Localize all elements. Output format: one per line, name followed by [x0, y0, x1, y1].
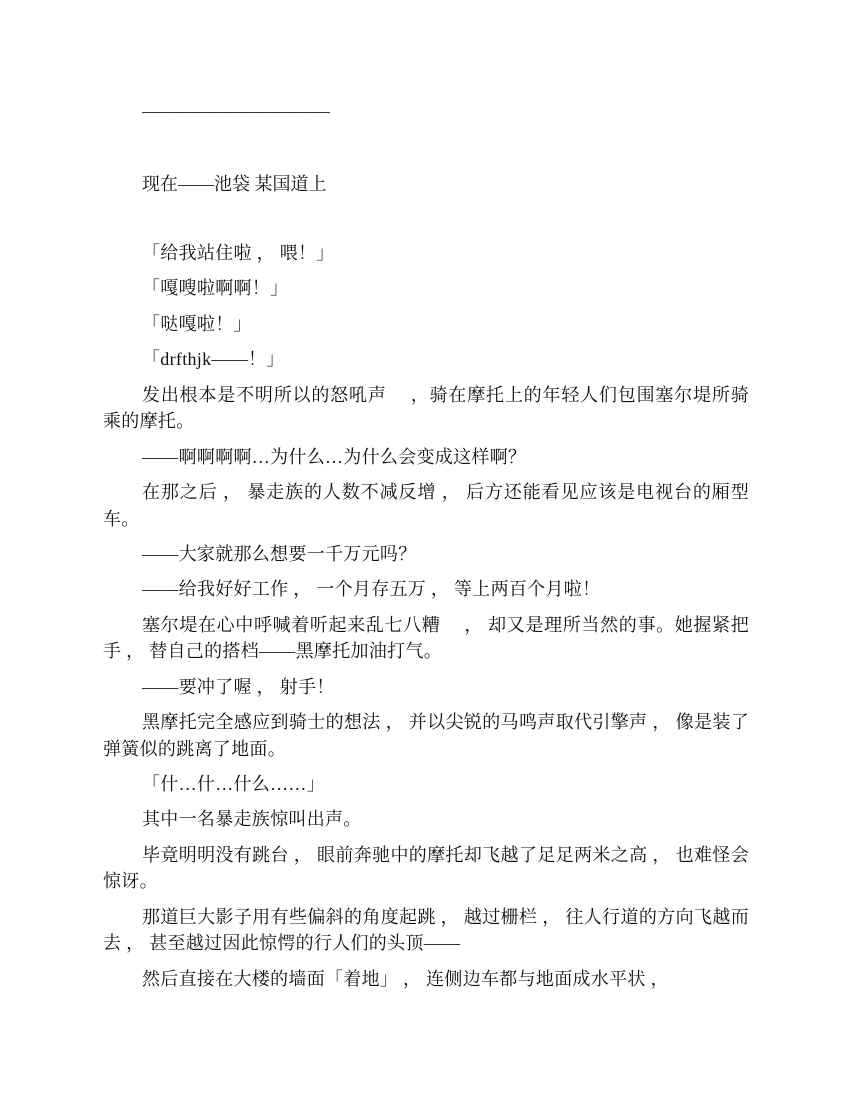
paragraph-5: 发出根本是不明所以的怒吼声 ，骑在摩托上的年轻人们包围塞尔堤所骑乘的摩托。	[103, 384, 749, 432]
paragraph-14: 其中一名暴走族惊叫出声。	[142, 809, 362, 830]
paragraph-9: ——给我好好工作 ， 一个月存五万 ， 等上两百个月啦！	[142, 579, 601, 600]
paragraph-11: ——要冲了喔 ， 射手！	[142, 676, 335, 697]
section-separator: ———————————	[142, 101, 329, 121]
paragraph-4: 「drfthjk——！」	[142, 349, 285, 370]
paragraph-16: 那道巨大影子用有些偏斜的角度起跳 ， 越过栅栏 ， 往人行道的方向飞越而去 ， 甚至越过因此惊愕的行人们的头顶——	[103, 906, 749, 954]
paragraph-17: 然后直接在大楼的墙面「着地」 ， 连侧边车都与地面成水平状 ，	[142, 968, 669, 989]
paragraph-2: 「嘎嗖啦啊啊！」	[142, 278, 289, 299]
scene-header: 现在——池袋 某国道上	[142, 174, 327, 194]
paragraph-10: 塞尔堤在心中呼喊着听起来乱七八糟 ， 却又是理所当然的事。她握紧把手 ， 替自己的搭档——黑摩托加油打气。	[103, 614, 749, 662]
paragraph-15: 毕竟明明没有跳台 ， 眼前奔驰中的摩托却飞越了足足两米之高 ， 也难怪会惊讶。	[103, 844, 749, 892]
paragraph-8: ——大家就那么想要一千万元吗？	[142, 543, 417, 564]
body-text	[103, 240, 749, 1001]
paragraph-6: ——啊啊啊啊…为什么…为什么会变成这样啊？	[142, 446, 527, 467]
paragraph-12: 黑摩托完全感应到骑士的想法 ， 并以尖锐的马鸣声取代引擎声 ， 像是装了弹簧似的跳离了地面。	[103, 712, 749, 759]
paragraph-7: 在那之后 ， 暴走族的人数不减反增 ， 后方还能看见应该是电视台的厢型车。	[103, 482, 749, 529]
paragraph-3: 「哒嘎啦！」	[142, 313, 252, 334]
paragraph-13: 「什…什…什么……」	[142, 774, 325, 794]
paragraph-1: 「给我站住啦 ， 喂！」	[142, 243, 335, 263]
